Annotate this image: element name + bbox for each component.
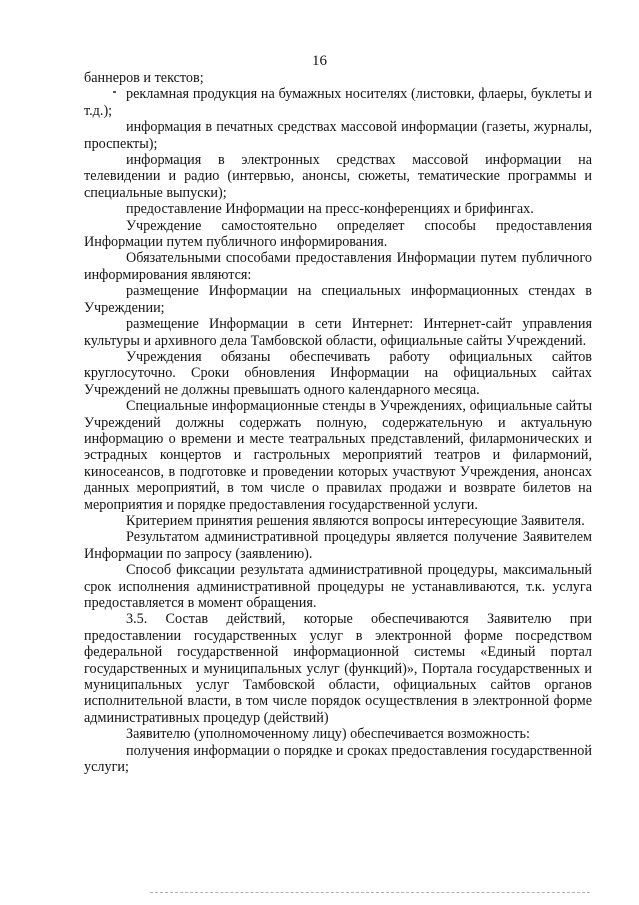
document-body (84, 70, 592, 775)
paragraph: Способ фиксации результата административной процедуры, максимальный срок исполнения административной процедуры не устанавливаются, т.к. услуга предоставляется в момент обращения. (84, 562, 592, 611)
paragraph: рекламная продукция на бумажных носителях (листовки, флаеры, буклеты и т.д.); (84, 86, 592, 119)
paragraph: 3.5. Состав действий, которые обеспечиваются Заявителю при предоставлении государственных услуг в электронной форме посредством федеральной государственной информационной системы «Единый портал государственных и муниципальных услуг (функций)», Портала государственных и муниципальных услуг Тамбовской области, официальных сайтов органов исполнительной власти, в том числе порядок осуществления в электронной форме административных процедур (действий) (84, 611, 592, 726)
paragraph: Учреждения обязаны обеспечивать работу официальных сайтов круглосуточно. Сроки обновления Информации на официальных сайтах Учреждений не должны превышать одного календарного месяца. (84, 348, 592, 398)
paragraph: размещение Информации на специальных информационных стендах в Учреждении; (84, 283, 592, 316)
paragraph: размещение Информации в сети Интернет: Интернет-сайт управления культуры и архивного дела Тамбовской области, официальные сайты Учреждений. (84, 316, 592, 349)
paragraph: предоставление Информации на пресс-конференциях и брифингах. (126, 201, 534, 218)
paragraph: Учреждение самостоятельно определяет способы предоставления Информации путем публичного информирования. (84, 217, 592, 251)
paragraph: информация в печатных средствах массовой информации (газеты, журналы, проспекты); (84, 119, 592, 152)
page-number: 16 (312, 53, 327, 69)
scan-footer-line (150, 892, 590, 893)
paragraph: Обязательными способами предоставления Информации путем публичного информирования являются: (84, 250, 592, 283)
paragraph: получения информации о порядке и сроках предоставления государственной услуги; (84, 742, 592, 776)
paragraph: Результатом административной процедуры является получение Заявителем Информации по запросу (заявлению). (84, 529, 592, 562)
paragraph: Критерием принятия решения являются вопросы интересующие Заявителя. (126, 512, 585, 529)
paragraph: баннеров и текстов; (84, 70, 204, 86)
paragraph: информация в электронных средствах массовой информации на телевидении и радио (интервью, анонсы, сюжеты, тематические программы и специальные выпуски); (84, 152, 592, 201)
paragraph: Специальные информационные стенды в Учреждениях, официальные сайты Учреждений должны содержать полную, содержательную и актуальную информацию о времени и месте театральных представлений, филармонических и эстрадных концертов и гастрольных мероприятий театров и филармоний, киносеансов, в подготовке и проведении которых участвуют Учреждения, анонсах данных мероприятий, в том числе о правилах продажи и возврате билетов на мероприятия и порядке предоставления государственной услуги. (84, 398, 592, 513)
paragraph: Заявителю (уполномоченному лицу) обеспечивается возможность: (126, 726, 530, 743)
